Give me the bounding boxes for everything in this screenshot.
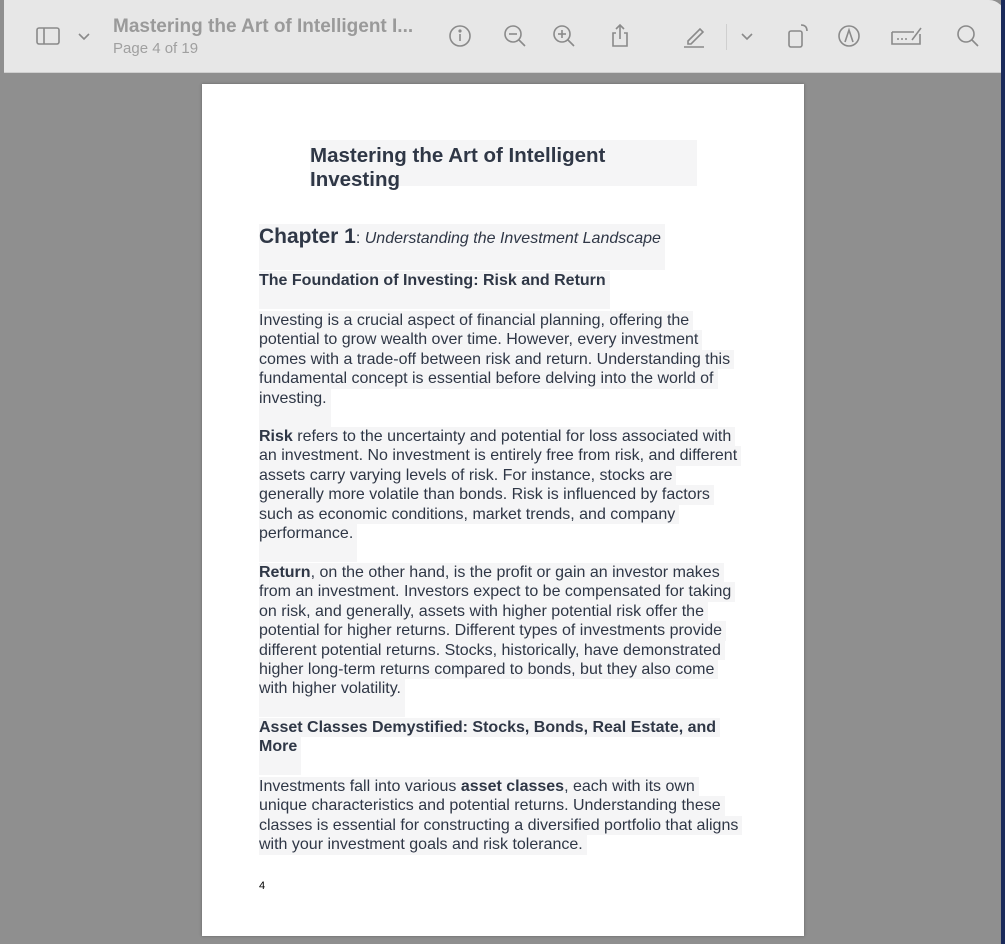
chapter-label: Chapter 1 xyxy=(259,225,356,248)
paragraph-line: assets carry varying levels of risk. For instance, stocks are xyxy=(259,466,676,485)
paragraph-line xyxy=(259,777,699,796)
paragraph-line: on risk, and generally, assets with higher potential risk offer the xyxy=(259,602,708,621)
paragraph-line: fundamental concept is essential before delving into the world of xyxy=(259,369,718,388)
paragraph-line: with higher volatility. xyxy=(259,679,405,717)
paragraph-line: performance. xyxy=(259,524,357,562)
chapter-subtitle: Understanding the Investment Landscape xyxy=(364,230,661,247)
document-heading: Mastering the Art of Intelligent Investing xyxy=(310,140,697,186)
search-icon[interactable] xyxy=(954,22,982,50)
bold-term: asset classes xyxy=(460,778,565,795)
section-heading: The Foundation of Investing: Risk and Return xyxy=(259,271,610,309)
chapter-sep: : xyxy=(355,230,365,247)
bold-term: Risk xyxy=(259,428,293,445)
highlight-pen-icon[interactable] xyxy=(680,22,708,50)
text: , each with its own xyxy=(564,778,695,795)
paragraph-line: such as economic conditions, market trends, and company xyxy=(259,505,679,524)
share-icon[interactable] xyxy=(606,22,634,50)
sidebar-toggle-icon[interactable] xyxy=(34,22,62,50)
text: refers to the uncertainty and potential for loss associated with xyxy=(292,428,732,445)
bold-term: Return xyxy=(259,564,311,581)
text: Investments fall into various xyxy=(259,778,461,795)
section-heading: More xyxy=(259,737,301,775)
paragraph-line: potential to grow wealth over time. However, every investment xyxy=(259,330,702,349)
pdf-page xyxy=(202,84,804,936)
divider xyxy=(726,24,727,50)
paragraph-line: generally more volatile than bonds. Risk is influenced by factors xyxy=(259,485,714,504)
paragraph-line: Investing is a crucial aspect of financial planning, offering the xyxy=(259,311,693,330)
section-heading: Asset Classes Demystified: Stocks, Bonds, Real Estate, and xyxy=(259,718,720,737)
paragraph-line: comes with a trade-off between risk and return. Understanding this xyxy=(259,350,734,369)
paragraph-line: different potential returns. Stocks, historically, have demonstrated xyxy=(259,641,725,660)
zoom-in-icon[interactable] xyxy=(550,22,578,50)
paragraph-line: unique characteristics and potential returns. Understanding these xyxy=(259,796,725,815)
info-icon[interactable] xyxy=(446,22,474,50)
rotate-icon[interactable] xyxy=(784,22,812,50)
toolbar xyxy=(4,0,1005,73)
markup-icon[interactable] xyxy=(835,22,863,50)
paragraph-line xyxy=(259,563,724,582)
paragraph-line: potential for higher returns. Different types of investments provide xyxy=(259,621,726,640)
form-fill-icon[interactable] xyxy=(889,22,925,50)
document-title: Mastering the Art of Intelligent I... xyxy=(113,16,414,37)
paragraph-line: higher long-term returns compared to bonds, but they also come xyxy=(259,660,718,679)
paragraph-line: from an investment. Investors expect to be compensated for taking xyxy=(259,582,735,601)
paragraph-line: classes is essential for constructing a diversified portfolio that aligns xyxy=(259,816,742,835)
page-number: 4 xyxy=(259,880,266,892)
chapter-heading xyxy=(259,224,665,270)
paragraph-line xyxy=(259,427,735,446)
text: , on the other hand, is the profit or gain an investor makes xyxy=(310,564,720,581)
page-indicator: Page 4 of 19 xyxy=(113,40,199,57)
chevron-down-icon[interactable] xyxy=(737,22,757,50)
zoom-out-icon[interactable] xyxy=(501,22,529,50)
window-edge xyxy=(1001,0,1005,944)
paragraph-line: an investment. No investment is entirely free from risk, and different xyxy=(259,446,741,465)
chevron-down-icon[interactable] xyxy=(74,22,94,50)
paragraph-line: investing. xyxy=(259,389,331,427)
paragraph-line: with your investment goals and risk tolerance. xyxy=(259,835,587,854)
